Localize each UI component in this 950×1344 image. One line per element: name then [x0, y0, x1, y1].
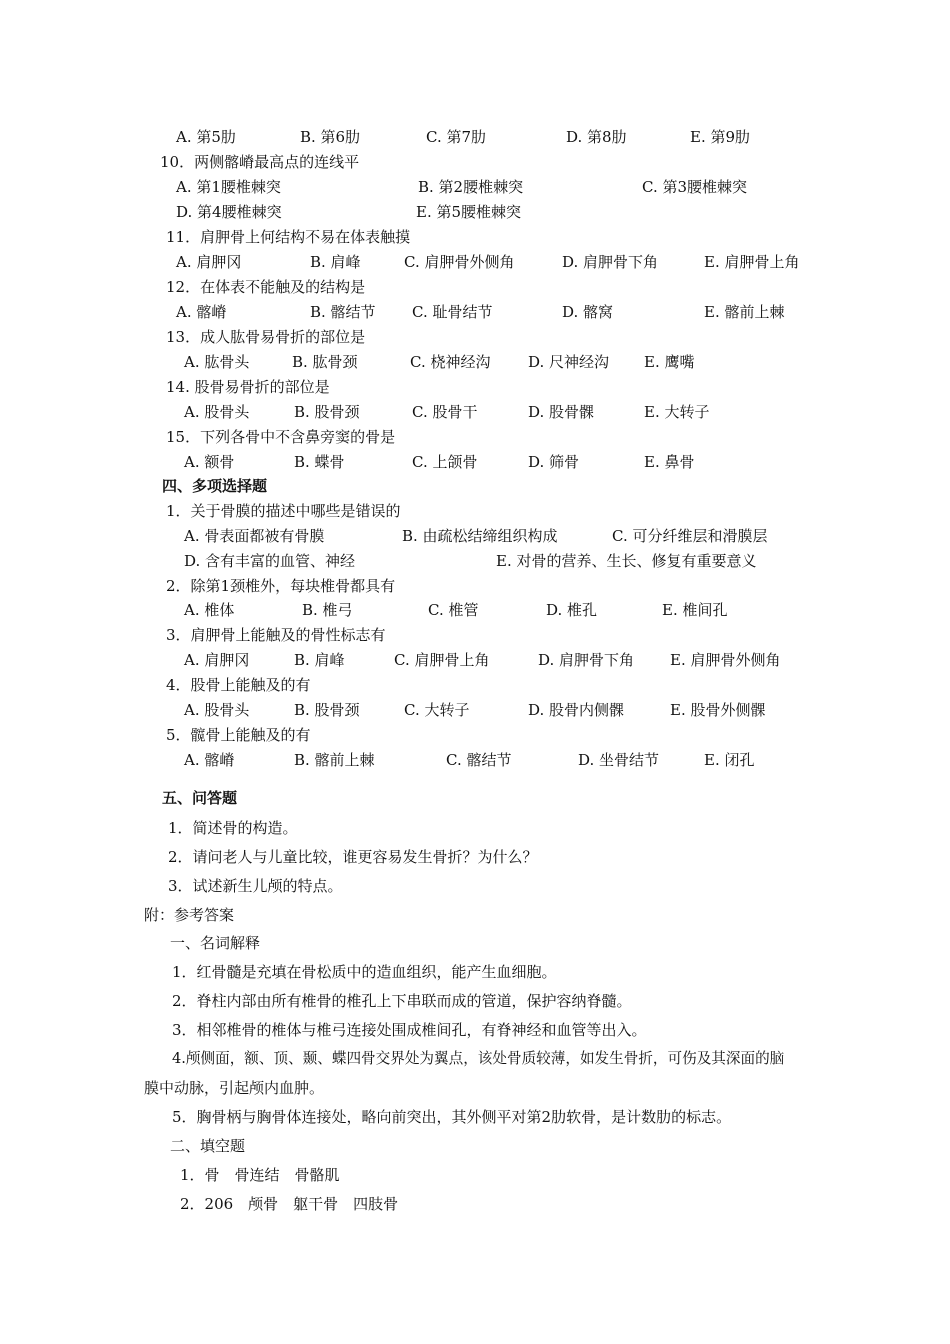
mq5-option-d: D. 坐骨结节 — [578, 751, 660, 769]
q10-option-c: C. 第3腰椎棘突 — [642, 178, 748, 196]
mq4-option-b: B. 股骨颈 — [294, 701, 360, 719]
q15-option-b: B. 蝶骨 — [294, 453, 345, 471]
q15-option-e: E. 鼻骨 — [644, 453, 695, 471]
mq4-option-e: E. 股骨外侧髁 — [670, 701, 766, 719]
q10-option-d: D. 第4腰椎棘突 — [176, 203, 282, 221]
mq1-option-e: E. 对骨的营养、生长、修复有重要意义 — [496, 552, 757, 570]
qa-question-1: 1．简述骨的构造。 — [168, 819, 298, 837]
q14-option-b: B. 股骨颈 — [294, 403, 360, 421]
q14-option-c: C. 股骨干 — [412, 403, 478, 421]
q13-option-a: A. 肱骨头 — [184, 353, 250, 371]
q12-option-c: C. 耻骨结节 — [412, 303, 493, 321]
answer-fill-2: 2．206 颅骨 躯干骨 四肢骨 — [180, 1195, 399, 1213]
question-12: 12．在体表不能触及的结构是 — [166, 278, 366, 296]
multi-question-2: 2．除第1颈椎外，每块椎骨都具有 — [166, 577, 396, 595]
mq4-option-c: C. 大转子 — [404, 701, 470, 719]
mq3-option-a: A. 肩胛冈 — [184, 651, 250, 669]
q13-option-e: E. 鹰嘴 — [644, 353, 695, 371]
question-14: 14. 股骨易骨折的部位是 — [166, 378, 330, 396]
mq4-option-a: A. 股骨头 — [184, 701, 250, 719]
q12-option-a: A. 髂嵴 — [176, 303, 227, 321]
mq5-option-b: B. 髂前上棘 — [294, 751, 375, 769]
answers-heading: 附：参考答案 — [144, 906, 235, 924]
mq3-option-e: E. 肩胛骨外侧角 — [670, 651, 781, 669]
q11-option-c: C. 肩胛骨外侧角 — [404, 253, 515, 271]
question-11: 11．肩胛骨上何结构不易在体表触摸 — [166, 228, 411, 246]
mq1-option-c: C. 可分纤维层和滑膜层 — [612, 527, 768, 545]
mq3-option-d: D. 肩胛骨下角 — [538, 651, 635, 669]
q14-option-e: E. 大转子 — [644, 403, 710, 421]
answer-term-5: 5．胸骨柄与胸骨体连接处，略向前突出，其外侧平对第2肋软骨，是计数肋的标志。 — [172, 1108, 732, 1126]
answers-terms-heading: 一、名词解释 — [170, 934, 261, 952]
answer-term-1: 1．红骨髓是充填在骨松质中的造血组织，能产生血细胞。 — [172, 963, 557, 981]
q9-option-c: C. 第7肋 — [426, 128, 487, 146]
mq2-option-c: C. 椎管 — [428, 601, 479, 619]
q12-option-e: E. 髂前上棘 — [704, 303, 785, 321]
q12-option-d: D. 髂窝 — [562, 303, 614, 321]
section-heading-qa: 五、问答题 — [162, 789, 238, 807]
q15-option-a: A. 额骨 — [184, 453, 235, 471]
answer-term-3: 3．相邻椎骨的椎体与椎弓连接处围成椎间孔，有脊神经和血管等出入。 — [172, 1021, 647, 1039]
qa-question-2: 2．请问老人与儿童比较，谁更容易发生骨折？为什么？ — [168, 848, 538, 866]
q14-option-d: D. 股骨髁 — [528, 403, 595, 421]
q11-option-a: A. 肩胛冈 — [176, 253, 242, 271]
mq5-option-a: A. 髂嵴 — [184, 751, 235, 769]
q15-option-d: D. 筛骨 — [528, 453, 580, 471]
mq2-option-d: D. 椎孔 — [546, 601, 598, 619]
qa-question-3: 3．试述新生儿颅的特点。 — [168, 877, 343, 895]
q11-option-b: B. 肩峰 — [310, 253, 361, 271]
q13-option-b: B. 肱骨颈 — [292, 353, 358, 371]
answer-fill-1: 1．骨 骨连结 骨骼肌 — [180, 1166, 340, 1184]
question-15: 15．下列各骨中不含鼻旁窦的骨是 — [166, 428, 396, 446]
mq2-option-a: A. 椎体 — [184, 601, 235, 619]
mq2-option-e: E. 椎间孔 — [662, 601, 728, 619]
answer-term-2: 2．脊柱内部由所有椎骨的椎孔上下串联而成的管道，保护容纳脊髓。 — [172, 992, 632, 1010]
mq5-option-c: C. 髂结节 — [446, 751, 512, 769]
q9-option-d: D. 第8肋 — [566, 128, 627, 146]
mq3-option-c: C. 肩胛骨上角 — [394, 651, 490, 669]
answer-term-4-line-1: 4.颅侧面，额、顶、颞、蝶四骨交界处为翼点，该处骨质较薄，如发生骨折，可伤及其深面的脑 — [172, 1050, 785, 1067]
mq2-option-b: B. 椎弓 — [302, 601, 353, 619]
q13-option-d: D. 尺神经沟 — [528, 353, 610, 371]
q11-option-d: D. 肩胛骨下角 — [562, 253, 659, 271]
question-10: 10．两侧髂嵴最高点的连线平 — [160, 153, 360, 171]
q9-option-e: E. 第9肋 — [690, 128, 751, 146]
q10-option-a: A. 第1腰椎棘突 — [176, 178, 281, 196]
q12-option-b: B. 髂结节 — [310, 303, 376, 321]
mq1-option-d: D. 含有丰富的血管、神经 — [184, 552, 356, 570]
q15-option-c: C. 上颌骨 — [412, 453, 478, 471]
q9-option-b: B. 第6肋 — [300, 128, 361, 146]
multi-question-1: 1．关于骨膜的描述中哪些是错误的 — [166, 502, 401, 520]
answers-fill-heading: 二、填空题 — [170, 1137, 246, 1155]
mq1-option-b: B. 由疏松结缔组织构成 — [402, 527, 558, 545]
question-13: 13．成人肱骨易骨折的部位是 — [166, 328, 366, 346]
mq4-option-d: D. 股骨内侧髁 — [528, 701, 625, 719]
q10-option-b: B. 第2腰椎棘突 — [418, 178, 524, 196]
multi-question-3: 3．肩胛骨上能触及的骨性标志有 — [166, 626, 386, 644]
multi-question-4: 4．股骨上能触及的有 — [166, 676, 311, 694]
multi-question-5: 5．髋骨上能触及的有 — [166, 726, 311, 744]
q13-option-c: C. 桡神经沟 — [410, 353, 491, 371]
q11-option-e: E. 肩胛骨上角 — [704, 253, 800, 271]
section-heading-multi-choice: 四、多项选择题 — [162, 477, 268, 495]
mq3-option-b: B. 肩峰 — [294, 651, 345, 669]
q10-option-e: E. 第5腰椎棘突 — [416, 203, 522, 221]
q14-option-a: A. 股骨头 — [184, 403, 250, 421]
answer-term-4-line-2: 膜中动脉，引起颅内血肿。 — [144, 1079, 325, 1097]
mq1-option-a: A. 骨表面都被有骨膜 — [184, 527, 325, 545]
q9-option-a: A. 第5肋 — [176, 128, 236, 146]
mq5-option-e: E. 闭孔 — [704, 751, 755, 769]
